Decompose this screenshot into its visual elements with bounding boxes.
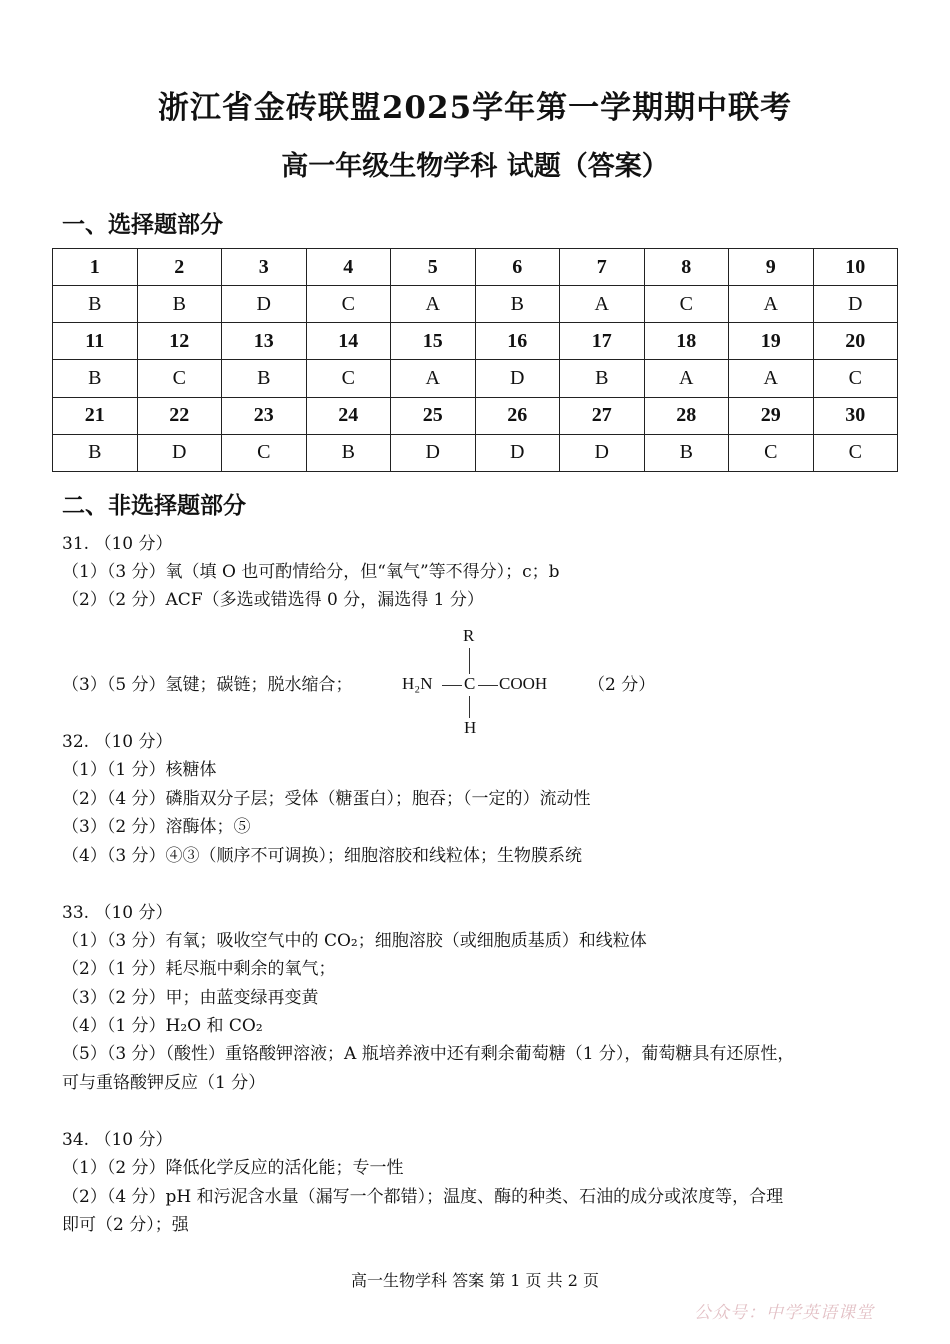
answer-cell: D — [222, 286, 307, 323]
answer-cell: C — [222, 434, 307, 471]
answer-cell: D — [391, 434, 476, 471]
formula-bond-right — [478, 685, 498, 686]
q33-line-2: （2）（1 分）耗尽瓶中剩余的氧气； — [62, 959, 336, 979]
page-footer: 高一生物学科 答案 第 1 页 共 2 页 — [351, 1271, 599, 1290]
question-number-cell: 6 — [475, 249, 560, 286]
q33-title: 33. （10 分） — [62, 903, 173, 923]
q32-title: 32. （10 分） — [62, 732, 173, 752]
answer-cell: D — [475, 360, 560, 397]
answer-cell: C — [306, 360, 391, 397]
answer-cell: A — [560, 286, 645, 323]
question-number-cell: 12 — [137, 323, 222, 360]
question-number-cell: 10 — [813, 249, 898, 286]
q34-line-2: （2）（4 分）pH 和污泥含水量（漏写一个都错）；温度、酶的种类、石油的成分或浓度等，合理 — [62, 1187, 784, 1207]
answer-cell: C — [306, 286, 391, 323]
formula-central-carbon: C — [464, 674, 476, 693]
answer-cell: D — [813, 286, 898, 323]
question-number-cell: 18 — [644, 323, 729, 360]
q32-line-3: （3）（2 分）溶酶体；⑤ — [62, 817, 251, 837]
answer-cell: D — [560, 434, 645, 471]
q33-line-1: （1）（3 分）有氧；吸收空气中的 CO₂；细胞溶胶（或细胞质基质）和线粒体 — [62, 931, 647, 951]
section-heading-choice: 一、选择题部分 — [62, 211, 223, 238]
answer-cell: B — [644, 434, 729, 471]
answer-row — [53, 286, 898, 323]
answer-cell: A — [729, 360, 814, 397]
exam-title: 浙江省金砖联盟2025学年第一学期期中联考 — [157, 90, 793, 126]
answer-cell: D — [137, 434, 222, 471]
q31-title: 31. （10 分） — [62, 534, 173, 554]
q32-line-4: （4）（3 分）④③（顺序不可调换）；细胞溶胶和线粒体；生物膜系统 — [62, 846, 583, 866]
answer-row — [53, 434, 898, 471]
question-number-cell: 15 — [391, 323, 476, 360]
formula-bond-bottom — [469, 696, 470, 718]
formula-bond-top — [469, 648, 470, 674]
question-number-cell: 14 — [306, 323, 391, 360]
amino-acid-structure — [402, 626, 592, 738]
question-number-cell: 30 — [813, 397, 898, 434]
answer-cell: A — [729, 286, 814, 323]
formula-r-group: R — [463, 626, 475, 645]
question-number-cell: 11 — [53, 323, 138, 360]
q34-line-1: （1）（2 分）降低化学反应的活化能；专一性 — [62, 1158, 404, 1178]
question-number-cell: 5 — [391, 249, 476, 286]
question-number-cell: 4 — [306, 249, 391, 286]
answer-cell: B — [306, 434, 391, 471]
question-number-cell: 7 — [560, 249, 645, 286]
answer-cell: A — [391, 286, 476, 323]
answer-row — [53, 360, 898, 397]
answer-cell: B — [53, 286, 138, 323]
answer-cell: A — [644, 360, 729, 397]
question-number-cell: 17 — [560, 323, 645, 360]
question-number-cell: 20 — [813, 323, 898, 360]
question-number-cell: 28 — [644, 397, 729, 434]
q33-line-6: 可与重铬酸钾反应（1 分） — [62, 1073, 266, 1093]
answer-cell: B — [475, 286, 560, 323]
formula-carboxyl-group: COOH — [499, 674, 548, 693]
answer-cell: C — [813, 360, 898, 397]
question-number-row — [53, 397, 898, 434]
question-number-cell: 8 — [644, 249, 729, 286]
q33-line-4: （4）（1 分）H₂O 和 CO₂ — [62, 1016, 263, 1036]
formula-amino-group: H₂N — [402, 674, 433, 693]
answer-cell: A — [391, 360, 476, 397]
formula-hydrogen: H — [464, 718, 477, 737]
answer-cell: B — [137, 286, 222, 323]
answer-cell: C — [813, 434, 898, 471]
answer-cell: B — [560, 360, 645, 397]
question-number-cell: 27 — [560, 397, 645, 434]
question-number-cell: 2 — [137, 249, 222, 286]
question-number-row — [53, 323, 898, 360]
question-number-cell: 22 — [137, 397, 222, 434]
q31-line-3-score: （2 分） — [588, 675, 656, 695]
watermark: 公众号：中学英语课堂 — [694, 1303, 874, 1323]
question-number-cell: 1 — [53, 249, 138, 286]
q31-line-2: （2）（2 分）ACF（多选或错选得 0 分，漏选得 1 分） — [62, 590, 484, 610]
question-number-cell: 13 — [222, 323, 307, 360]
exam-subtitle: 高一年级生物学科 试题（答案） — [281, 151, 669, 182]
answer-cell: B — [53, 434, 138, 471]
answer-cell: C — [729, 434, 814, 471]
q31-line-3: （3）（5 分）氢键；碳链；脱水缩合； — [62, 675, 353, 695]
question-number-cell: 3 — [222, 249, 307, 286]
answer-cell: C — [137, 360, 222, 397]
question-number-cell: 21 — [53, 397, 138, 434]
section-heading-nonchoice: 二、非选择题部分 — [62, 492, 246, 519]
question-number-cell: 9 — [729, 249, 814, 286]
q34-line-3: 即可（2 分）；强 — [62, 1215, 189, 1235]
q33-line-5: （5）（3 分）（酸性）重铬酸钾溶液；A 瓶培养液中还有剩余葡萄糖（1 分），葡萄糖具有还原性， — [62, 1044, 795, 1064]
q32-line-1: （1）（1 分）核糖体 — [62, 760, 217, 780]
question-number-cell: 29 — [729, 397, 814, 434]
answer-cell: D — [475, 434, 560, 471]
answer-cell: B — [53, 360, 138, 397]
question-number-cell: 25 — [391, 397, 476, 434]
q31-line-1: （1）（3 分）氧（填 O 也可酌情给分，但“氧气”等不得分）；c；b — [62, 562, 560, 582]
question-number-cell: 24 — [306, 397, 391, 434]
formula-bond-left — [442, 685, 462, 686]
q34-title: 34. （10 分） — [62, 1130, 173, 1150]
question-number-cell: 16 — [475, 323, 560, 360]
question-number-cell: 19 — [729, 323, 814, 360]
answer-cell: B — [222, 360, 307, 397]
answer-table — [52, 248, 898, 472]
q32-line-2: （2）（4 分）磷脂双分子层；受体（糖蛋白）；胞吞；（一定的）流动性 — [62, 789, 591, 809]
question-number-cell: 26 — [475, 397, 560, 434]
question-number-row — [53, 249, 898, 286]
q33-line-3: （3）（2 分）甲；由蓝变绿再变黄 — [62, 988, 319, 1008]
answer-cell: C — [644, 286, 729, 323]
question-number-cell: 23 — [222, 397, 307, 434]
